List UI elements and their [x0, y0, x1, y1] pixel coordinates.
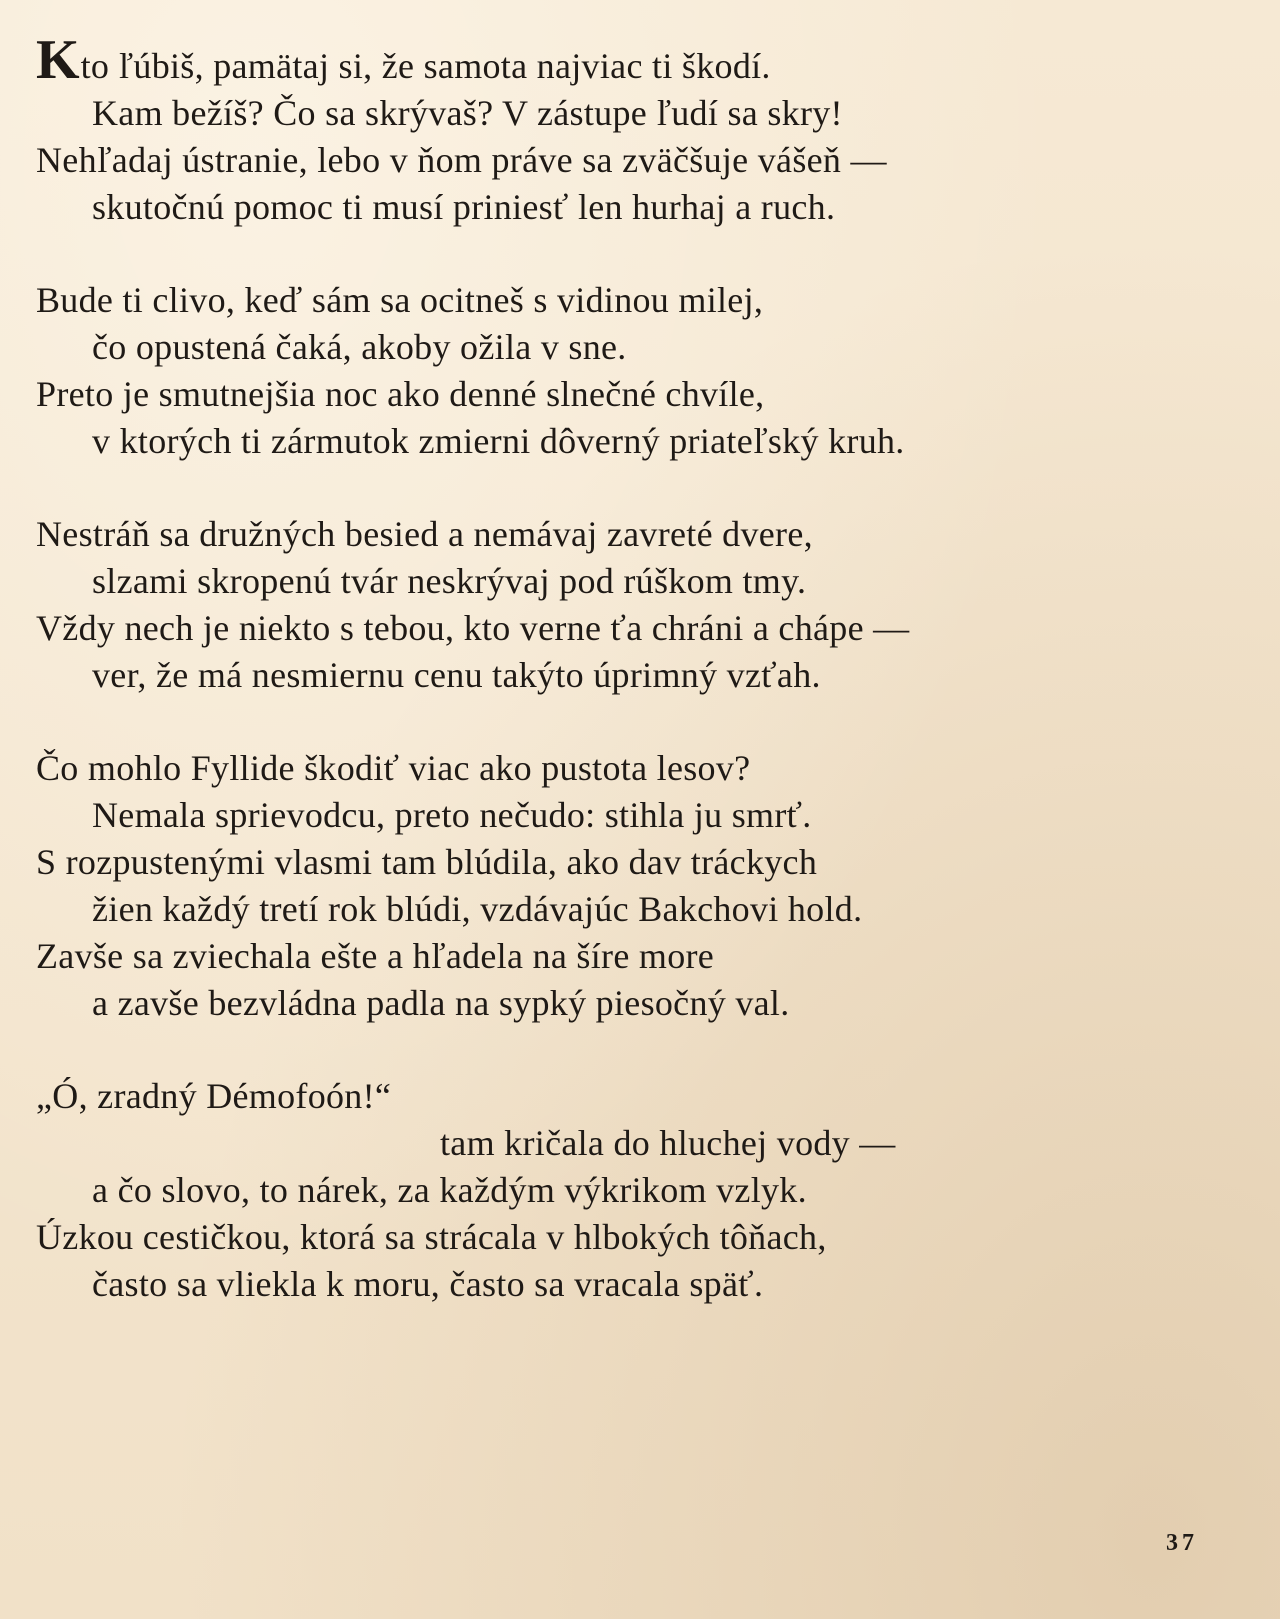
- stanza-3: [36, 511, 1116, 699]
- poem-line: čo opustená čaká, akoby ožila v sne.: [92, 327, 627, 367]
- poem-line: Čo mohlo Fyllide škodiť viac ako pustota lesov?: [36, 748, 751, 788]
- stanza-2: [36, 277, 1116, 465]
- poem-line: Nehľadaj ústranie, lebo v ňom práve sa zväčšuje vášeň —: [36, 140, 887, 180]
- poem-line: „Ó, zradný Démofoón!“: [36, 1076, 392, 1116]
- poem-line: S rozpustenými vlasmi tam blúdila, ako dav tráckych: [36, 842, 818, 882]
- poem-line: a čo slovo, to nárek, za každým výkrikom vzlyk.: [92, 1170, 807, 1210]
- poem-line: Kam bežíš? Čo sa skrývaš? V zástupe ľudí sa skry!: [92, 93, 843, 133]
- stanza-4: [36, 745, 1116, 1027]
- stanza-1: [36, 29, 1116, 231]
- poem-line: Úzkou cestičkou, ktorá sa strácala v hlbokých tôňach,: [36, 1217, 827, 1257]
- poem-line-text: to ľúbiš, pamätaj si, že samota najviac ti škodí.: [80, 46, 771, 86]
- poem-line: žien každý tretí rok blúdi, vzdávajúc Bakchovi hold.: [92, 889, 863, 929]
- poem-line: ver, že má nesmiernu cenu takýto úprimný vzťah.: [92, 655, 821, 695]
- drop-cap: K: [36, 29, 80, 91]
- poem-line: skutočnú pomoc ti musí priniesť len hurhaj a ruch.: [92, 187, 836, 227]
- poem-line: v ktorých ti zármutok zmierni dôverný priateľský kruh.: [92, 421, 905, 461]
- poem-line: Vždy nech je niekto s tebou, kto verne ťa chráni a chápe —: [36, 608, 910, 648]
- poem-line: tam kričala do hluchej vody —: [440, 1123, 896, 1163]
- poem-line: Zavše sa zviechala ešte a hľadela na šíre more: [36, 936, 715, 976]
- poem-line: [36, 29, 1116, 91]
- poem-line: slzami skropenú tvár neskrývaj pod rúškom tmy.: [92, 561, 807, 601]
- poem-line: Bude ti clivo, keď sám sa ocitneš s vidinou milej,: [36, 280, 764, 320]
- stanza-5: [36, 1073, 1116, 1308]
- poem-body: [36, 29, 1116, 1354]
- poem-line: a zavše bezvládna padla na sypký piesočný val.: [92, 983, 790, 1023]
- poem-line: Nestráň sa družných besied a nemávaj zavreté dvere,: [36, 514, 813, 554]
- poem-line: často sa vliekla k moru, často sa vracala späť.: [92, 1264, 764, 1304]
- page-number: 37: [1166, 1530, 1198, 1556]
- poem-line: Preto je smutnejšia noc ako denné slnečné chvíle,: [36, 374, 765, 414]
- poem-line: Nemala sprievodcu, preto nečudo: stihla ju smrť.: [92, 795, 812, 835]
